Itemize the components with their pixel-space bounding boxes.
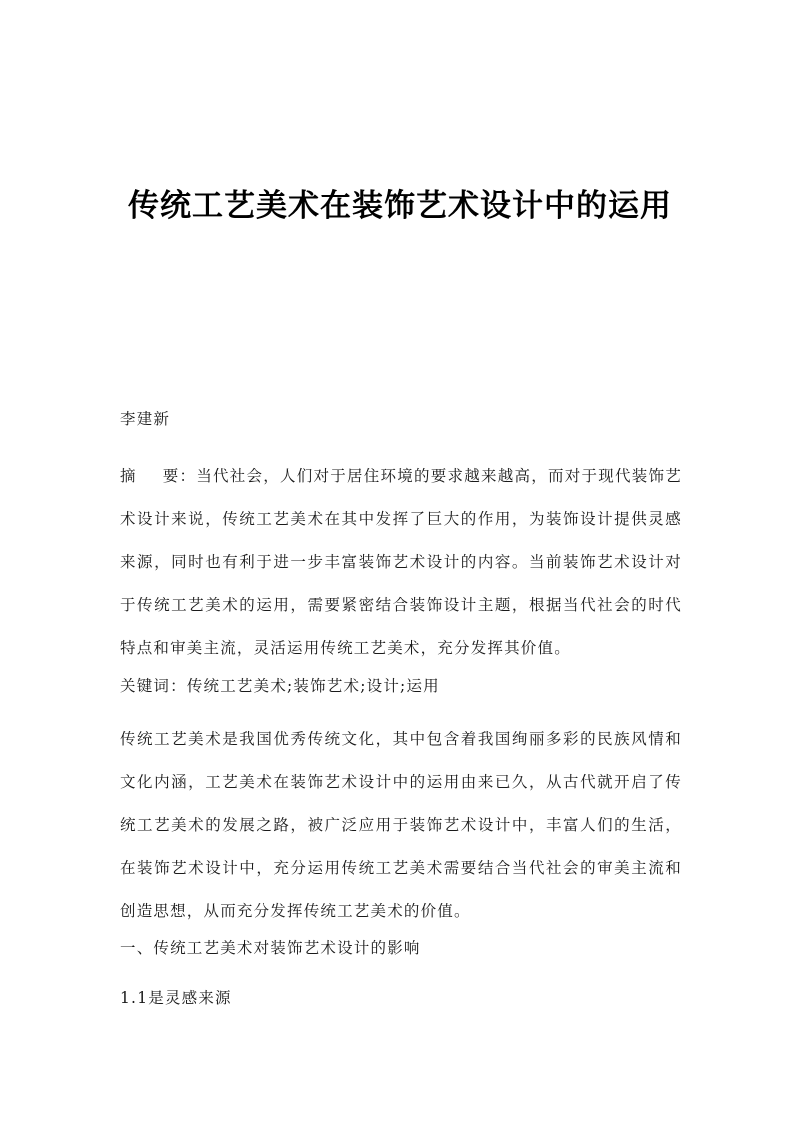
subsection-heading: 1.1是灵感来源: [120, 989, 232, 1007]
abstract-label-char2: 要：: [162, 467, 197, 485]
abstract-text: 当代社会，人们对于居住环境的要求越来越高，而对于现代装饰艺术设计来说，传统工艺美术在其中发挥了巨大的作用，为装饰设计提供灵感来源，同时也有利于进一步丰富装饰艺术设计的内容。当前装饰艺术设计对于传统工艺美术的运用，需要紧密结合装饰设计主题，根据当代社会的时代特点和审美主流，灵活运用传统工艺美术，充分发挥其价值。: [120, 467, 682, 657]
section-heading: 一、传统工艺美术对装饰艺术设计的影响: [120, 939, 421, 957]
keywords-label: 关键词：: [120, 677, 187, 695]
document-title: 传统工艺美术在装饰艺术设计中的运用: [128, 188, 672, 224]
keywords-text: 传统工艺美术;装饰艺术;设计;运用: [186, 677, 440, 695]
author-name: 李建新: [120, 410, 171, 428]
abstract-label-char1: 摘: [120, 467, 137, 485]
abstract-block: [120, 455, 682, 670]
keywords-block: [120, 674, 682, 698]
intro-paragraph: 传统工艺美术是我国优秀传统文化，其中包含着我国绚丽多彩的民族风情和文化内涵，工艺美术在装饰艺术设计中的运用由来已久，从古代就开启了传统工艺美术的发展之路，被广泛应用于装饰艺术设计中，丰富人们的生活，在装饰艺术设计中，充分运用传统工艺美术需要结合当代社会的审美主流和创造思想，从而充分发挥传统工艺美术的价值。: [120, 730, 682, 920]
